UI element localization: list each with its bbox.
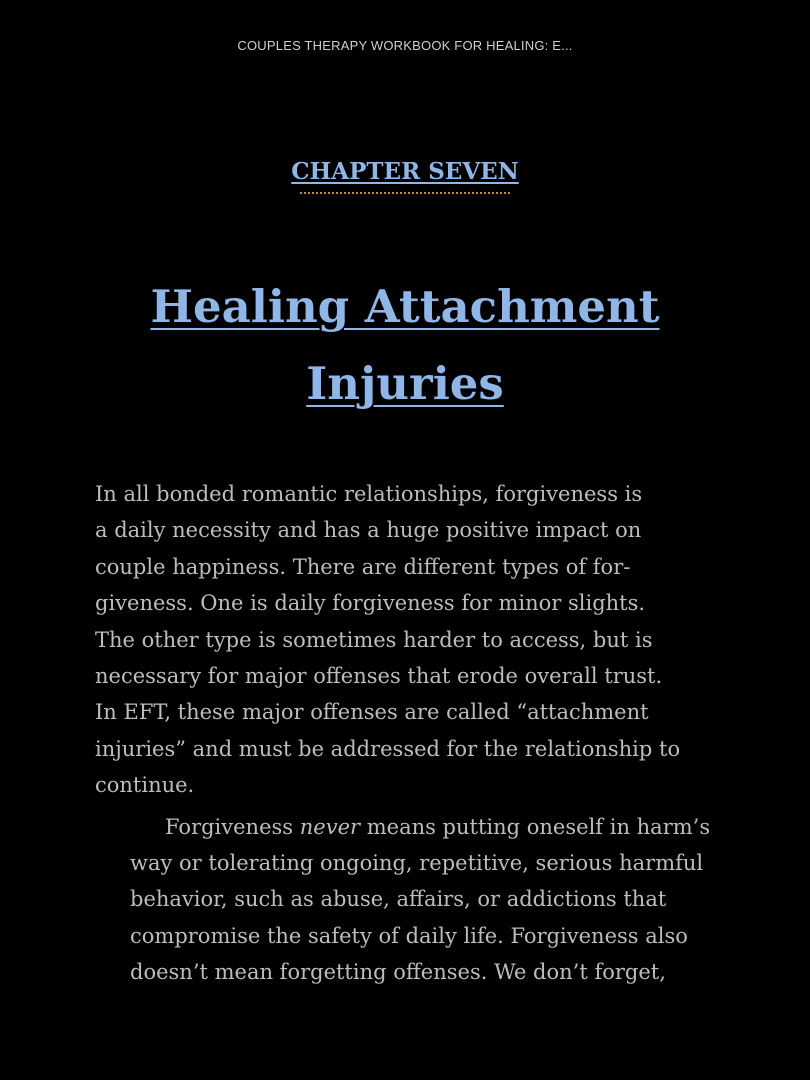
text-fragment: means putting oneself in harm’s xyxy=(360,814,711,839)
chapter-title-line-1[interactable]: Healing Attachment xyxy=(150,280,660,333)
text-line xyxy=(95,809,720,845)
text-line: couple happiness. There are different types of for- xyxy=(95,554,631,579)
text-line: compromise the safety of daily life. Forgiveness also xyxy=(130,923,688,948)
text-line: giveness. One is daily forgiveness for minor slights. xyxy=(95,591,646,616)
chapter-title-line-2[interactable]: Injuries xyxy=(306,357,504,410)
text-line: In all bonded romantic relationships, forgiveness is xyxy=(95,482,643,506)
body-paragraph-1 xyxy=(95,476,720,804)
chapter-title[interactable] xyxy=(105,268,705,422)
text-line: a daily necessity and has a huge positive impact on xyxy=(95,518,642,543)
text-line: continue. xyxy=(95,773,195,798)
body-paragraph-2 xyxy=(95,809,720,991)
text-line: injuries” and must be addressed for the relationship to xyxy=(95,736,681,761)
emphasis-never: never xyxy=(299,814,361,839)
chapter-divider xyxy=(300,192,510,194)
running-header-book-title: COUPLES THERAPY WORKBOOK FOR HEALING: E... xyxy=(237,38,573,53)
text-line: In EFT, these major offenses are called “attachment xyxy=(95,700,649,725)
text-line: The other type is sometimes harder to access, but is xyxy=(95,627,653,652)
text-fragment: Forgiveness xyxy=(165,814,300,839)
text-line: behavior, such as abuse, affairs, or addictions that xyxy=(130,887,667,912)
chapter-label-link[interactable]: CHAPTER SEVEN xyxy=(291,158,519,185)
text-line: necessary for major offenses that erode overall trust. xyxy=(95,664,663,689)
text-line: doesn’t mean forgetting offenses. We don’t forget, xyxy=(130,960,666,985)
chapter-label xyxy=(0,158,810,185)
chapter-body xyxy=(95,476,720,991)
text-line: way or tolerating ongoing, repetitive, serious harmful xyxy=(130,851,704,876)
